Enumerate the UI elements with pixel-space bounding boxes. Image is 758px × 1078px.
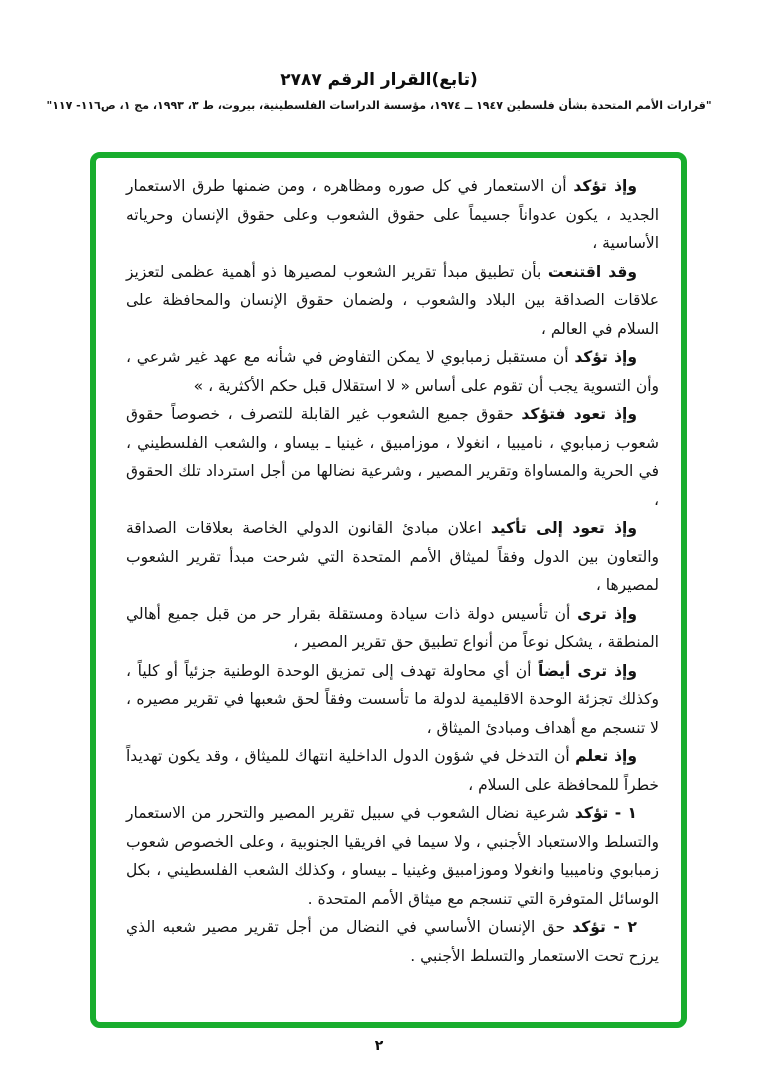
paragraph-text: أن الاستعمار في كل صوره ومظاهره ، ومن ضمنها طرق الاستعمار الجديد ، يكون عدواناً جسيماً على حقوق الشعوب وعلى حقوق الإنسان وحرياته الأساسية ، [126,177,659,252]
paragraph-lead: ٢ - تؤكد [572,918,637,936]
paragraph-text: حق الإنسان الأساسي في النضال من أجل تقرير مصير شعبه الذي يرزح تحت الاستعمار والتسلط الأجنبي . [126,918,659,965]
page-title: (تابع)القرار الرقم ٢٧٨٧ [280,70,478,90]
paragraph [126,343,659,400]
paragraph [126,400,659,514]
paragraph-text: أن التدخل في شؤون الدول الداخلية انتهاك للميثاق ، وقد يكون تهديداً خطراً للمحافظة على السلام ، [126,747,659,794]
paragraph-lead: وإذ ترى أيضاً [538,661,637,680]
document-header [0,70,758,112]
paragraph [126,514,659,600]
paragraph-lead: ١ - تؤكد [574,804,637,822]
numbered-paragraph [126,913,659,970]
paragraph [126,172,659,258]
paragraph [126,258,659,344]
paragraph-text: أن تأسيس دولة ذات سيادة ومستقلة بقرار حر من قبل جميع أهالي المنطقة ، يشكل نوعاً من أنواع تطبيق حق تقرير المصير ، [126,604,659,651]
paragraph-text: بأن تطبيق مبدأ تقرير الشعوب لمصيرها ذو أهمية عظمى لتعزيز علاقات الصداقة بين البلاد والشعوب ، ولضمان حقوق الإنسان والمحافظة على السلام في العالم ، [126,262,659,338]
highlight-box [90,152,687,1028]
paragraph-lead: وإذ ترى [577,604,638,623]
paragraph-text: حقوق جميع الشعوب غير القابلة للتصرف ، خصوصاً حقوق شعوب زمبابوي ، ناميبيا ، انغولا ، موزامبيق ، غينيا ـ بيساو ، والشعب الفلسطيني ، في الحرية والمساواة وتقرير المصير ، وشرعية نضالها من أجل استرداد تلك الحقوق ، [126,405,659,509]
paragraph [126,600,659,657]
page-number: ٢ [374,1038,384,1054]
paragraph-text: أن مستقبل زمبابوي لا يمكن التفاوض في شأنه مع عهد غير شرعي ، وأن التسوية يجب أن تقوم على أساس « لا استقلال قبل حكم الأكثرية ، » [126,348,659,395]
paragraph-lead: وقد اقتنعت [547,262,637,281]
paragraph-lead: وإذ تؤكد [574,348,638,366]
resolution-body [96,158,681,970]
paragraph-lead: وإذ تؤكد [573,177,637,195]
paragraph-text: أن أي محاولة تهدف إلى تمزيق الوحدة الوطنية جزئياً أو كلياً ، وكذلك تجزئة الوحدة الاقليمية لدولة ما تأسست وفقاً لحق شعبها في تقرير مصيره ، لا تنسجم مع أهداف ومبادئ الميثاق ، [126,661,659,737]
paragraph-lead: وإذ تعود إلى تأكيد [490,519,637,537]
paragraph-lead: وإذ تعود فتؤكد [521,405,637,423]
paragraph-text: شرعية نضال الشعوب في سبيل تقرير المصير والتحرر من الاستعمار والتسلط والاستعباد الأجنبي ، ولا سيما في افريقيا الجنوبية ، وعلى الخصوص شعوب زمبابوي وناميبيا وانغولا وموزامبيق وغينيا ـ بيساو ، وكذلك الشعب الفلسطيني ، بكل الوسائل المتوفرة التي تنسجم مع ميثاق الأمم المتحدة . [126,804,659,908]
source-citation-line: "قرارات الأمم المتحدة بشأن فلسطين ١٩٤٧ ــ ١٩٧٤، مؤسسة الدراسات الفلسطينية، بيروت، ط ٣، ١٩٩٣، مج ١، ص١١٦- ١١٧" [46,99,712,112]
paragraph-lead: وإذ تعلم [575,747,637,765]
paragraph-text: اعلان مبادئ القانون الدولي الخاصة بعلاقات الصداقة والتعاون بين الدول وفقاً لميثاق الأمم المتحدة التي شرحت مبدأ تقرير الشعوب لمصيرها ، [126,519,659,594]
paragraph [126,657,659,743]
paragraph [126,742,659,799]
numbered-paragraph [126,799,659,913]
